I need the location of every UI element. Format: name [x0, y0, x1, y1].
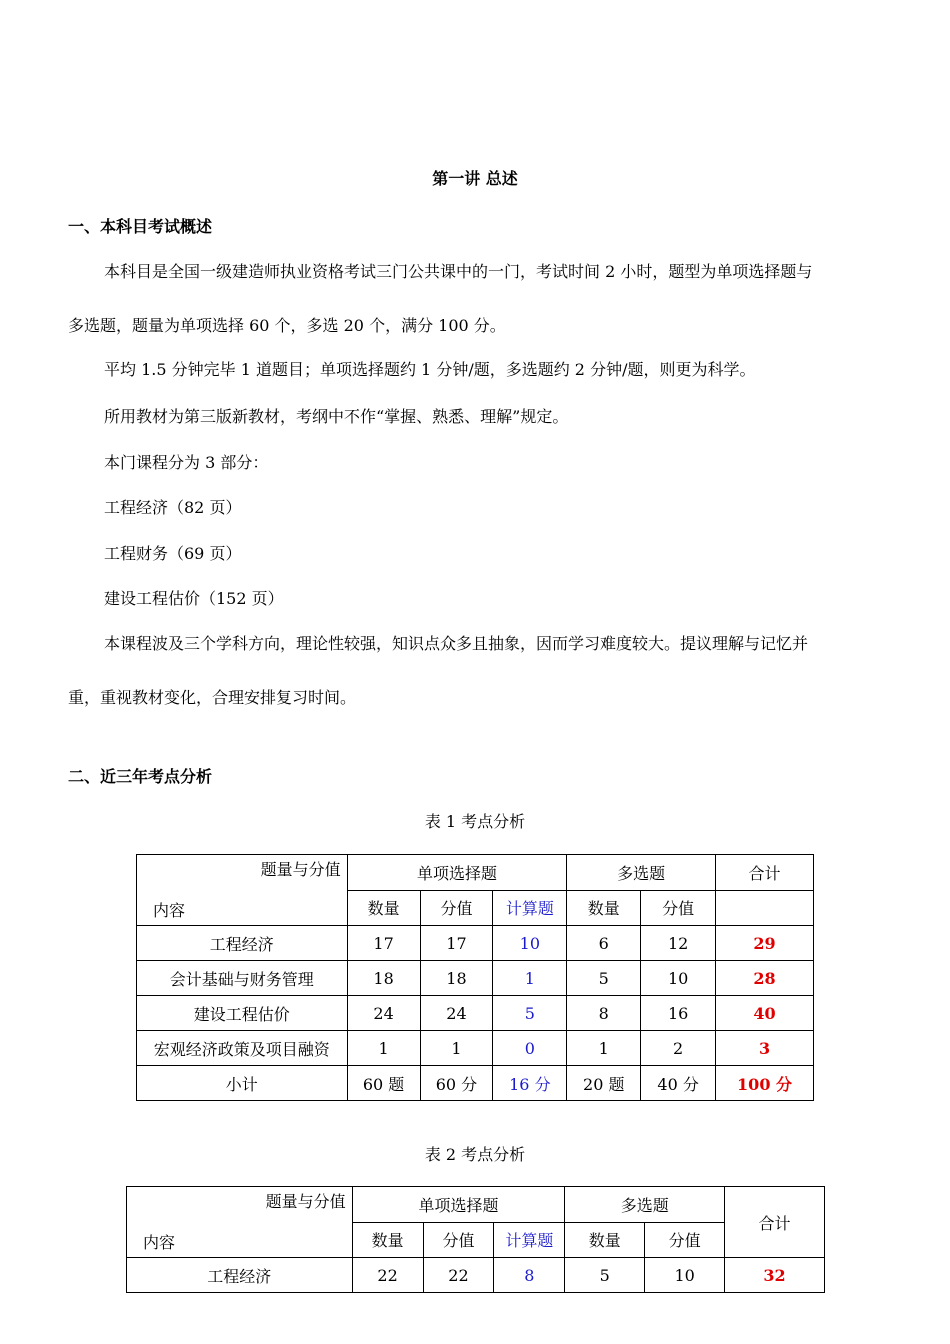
course-part-3: 建设工程估价（152 页）	[104, 589, 284, 608]
cell: 8	[567, 996, 641, 1031]
cell: 5	[565, 1258, 645, 1293]
cell: 5	[567, 961, 641, 996]
cell: 20 题	[567, 1066, 641, 1101]
cell: 12	[641, 926, 716, 961]
cell: 24	[420, 996, 493, 1031]
paragraph-3: 所用教材为第三版新教材，考纲中不作“掌握、熟悉、理解”规定。	[104, 407, 569, 426]
paragraph-4: 本门课程分为 3 部分：	[104, 453, 269, 472]
cell-total: 29	[716, 926, 814, 961]
paragraph-5-line-2: 重，重视教材变化，合理安排复习时间。	[68, 688, 357, 707]
cell-calc: 1	[493, 961, 567, 996]
cell: 10	[645, 1258, 725, 1293]
header-total: 合计	[725, 1187, 825, 1258]
header-single-choice: 单项选择题	[347, 855, 567, 891]
subheader-calc: 计算题	[494, 1222, 565, 1258]
cell-calc: 16 分	[493, 1066, 567, 1101]
table-row	[137, 926, 814, 961]
cell: 6	[567, 926, 641, 961]
cell: 60 题	[347, 1066, 420, 1101]
table-1	[136, 854, 814, 1101]
cell-calc: 10	[493, 926, 567, 961]
table-row	[137, 961, 814, 996]
subheader-empty	[716, 890, 814, 926]
corner-top-label: 题量与分值	[265, 1192, 346, 1211]
table-row	[137, 1031, 814, 1066]
corner-top-label: 题量与分值	[260, 860, 341, 879]
cell-total: 100 分	[716, 1066, 814, 1101]
header-total: 合计	[716, 855, 814, 891]
paragraph-5-line-1: 本课程波及三个学科方向，理论性较强，知识点众多且抽象，因而学习难度较大。提议理解与记忆并	[104, 634, 809, 653]
table-2	[126, 1186, 825, 1293]
cell: 17	[420, 926, 493, 961]
cell-total: 32	[725, 1258, 825, 1293]
cell: 60 分	[420, 1066, 493, 1101]
subheader-count: 数量	[347, 890, 420, 926]
row-name: 会计基础与财务管理	[137, 961, 348, 996]
header-single-choice: 单项选择题	[352, 1187, 565, 1223]
course-part-2: 工程财务（69 页）	[104, 544, 242, 563]
table-1-caption: 表 1 考点分析	[424, 812, 526, 831]
cell: 2	[641, 1031, 716, 1066]
paragraph-1-line-1: 本科目是全国一级建造师执业资格考试三门公共课中的一门，考试时间 2 小时，题型为单项选择题与	[104, 262, 813, 281]
cell: 18	[420, 961, 493, 996]
page-title: 第一讲 总述	[432, 169, 518, 188]
cell-total: 40	[716, 996, 814, 1031]
cell-calc: 0	[493, 1031, 567, 1066]
cell: 17	[347, 926, 420, 961]
cell: 40 分	[641, 1066, 716, 1101]
cell: 1	[567, 1031, 641, 1066]
header-multi-choice: 多选题	[565, 1187, 725, 1223]
table-header-corner	[137, 855, 348, 926]
cell: 1	[420, 1031, 493, 1066]
subheader-score: 分值	[420, 890, 493, 926]
header-multi-choice: 多选题	[567, 855, 716, 891]
row-name: 宏观经济政策及项目融资	[137, 1031, 348, 1066]
course-part-1: 工程经济（82 页）	[104, 498, 242, 517]
cell: 16	[641, 996, 716, 1031]
row-name: 小计	[137, 1066, 348, 1101]
cell: 22	[352, 1258, 423, 1293]
table-2-caption: 表 2 考点分析	[424, 1145, 526, 1164]
table-row	[127, 1258, 825, 1293]
cell: 24	[347, 996, 420, 1031]
subheader-count: 数量	[352, 1222, 423, 1258]
cell: 10	[641, 961, 716, 996]
row-name: 建设工程估价	[137, 996, 348, 1031]
cell-calc: 8	[494, 1258, 565, 1293]
cell-total: 3	[716, 1031, 814, 1066]
cell-total: 28	[716, 961, 814, 996]
subheader-score: 分值	[641, 890, 716, 926]
subheader-score: 分值	[423, 1222, 494, 1258]
paragraph-2: 平均 1.5 分钟完毕 1 道题目；单项选择题约 1 分钟/题，多选题约 2 分钟/题，则更为科学。	[104, 360, 756, 379]
row-name: 工程经济	[127, 1258, 353, 1293]
subheader-calc: 计算题	[493, 890, 567, 926]
section-heading-overview: 一、本科目考试概述	[68, 217, 213, 236]
table-header-corner	[127, 1187, 353, 1258]
cell-calc: 5	[493, 996, 567, 1031]
table-row	[137, 996, 814, 1031]
cell: 22	[423, 1258, 494, 1293]
paragraph-1-line-2: 多选题，题量为单项选择 60 个，多选 20 个，满分 100 分。	[68, 316, 506, 335]
cell: 18	[347, 961, 420, 996]
table-row-subtotal	[137, 1066, 814, 1101]
cell: 1	[347, 1031, 420, 1066]
corner-bottom-label: 内容	[153, 901, 186, 920]
subheader-count: 数量	[565, 1222, 645, 1258]
row-name: 工程经济	[137, 926, 348, 961]
corner-bottom-label: 内容	[143, 1233, 176, 1252]
section-heading-analysis: 二、近三年考点分析	[68, 767, 213, 786]
subheader-count: 数量	[567, 890, 641, 926]
subheader-score: 分值	[645, 1222, 725, 1258]
